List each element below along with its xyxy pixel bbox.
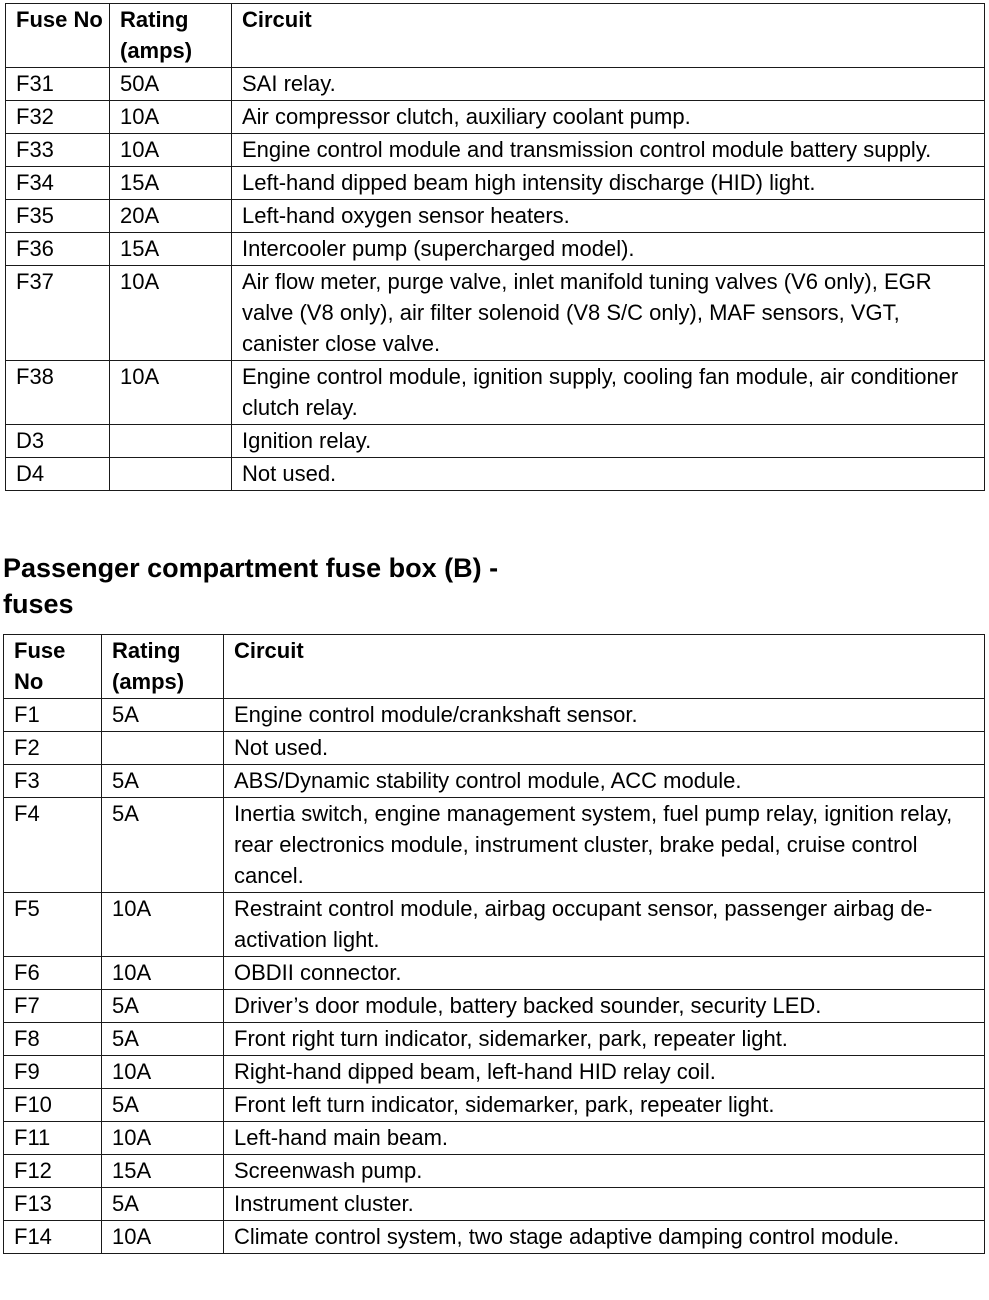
circuit-cell: Engine control module/crankshaft sensor. (224, 699, 985, 732)
rating-cell: 10A (110, 361, 232, 425)
rating-header: Rating (amps) (110, 4, 232, 68)
circuit-cell: Air compressor clutch, auxiliary coolant pump. (232, 101, 985, 134)
rating-cell: 5A (102, 765, 224, 798)
rating-cell: 5A (102, 990, 224, 1023)
fuse-number-cell: F7 (4, 990, 102, 1023)
fuse-number-cell: D4 (6, 458, 110, 491)
circuit-cell: Ignition relay. (232, 425, 985, 458)
circuit-cell: Engine control module and transmission control module battery supply. (232, 134, 985, 167)
table-row (6, 200, 985, 233)
circuit-cell: Climate control system, two stage adaptive damping control module. (224, 1221, 985, 1254)
fuse-no-header: Fuse No (6, 4, 110, 68)
circuit-cell: SAI relay. (232, 68, 985, 101)
fuse-number-cell: F5 (4, 893, 102, 957)
circuit-cell: Left-hand oxygen sensor heaters. (232, 200, 985, 233)
rating-cell (102, 732, 224, 765)
rating-cell: 10A (102, 1122, 224, 1155)
circuit-cell: Intercooler pump (supercharged model). (232, 233, 985, 266)
rating-cell: 5A (102, 1023, 224, 1056)
fuse-number-cell: F35 (6, 200, 110, 233)
circuit-header: Circuit (232, 4, 985, 68)
fuse-number-cell: F1 (4, 699, 102, 732)
table-row (4, 732, 985, 765)
fuse-number-cell: F12 (4, 1155, 102, 1188)
rating-cell: 10A (102, 957, 224, 990)
rating-cell: 20A (110, 200, 232, 233)
fuse-number-cell: F31 (6, 68, 110, 101)
table-header-row (6, 4, 985, 68)
fuse-number-cell: D3 (6, 425, 110, 458)
rating-cell: 15A (110, 233, 232, 266)
rating-cell (110, 425, 232, 458)
table-row (4, 1155, 985, 1188)
fuse-number-cell: F38 (6, 361, 110, 425)
table-row (6, 101, 985, 134)
rating-cell: 50A (110, 68, 232, 101)
table-row (6, 361, 985, 425)
fuse-number-cell: F9 (4, 1056, 102, 1089)
circuit-cell: Right-hand dipped beam, left-hand HID relay coil. (224, 1056, 985, 1089)
fuse-number-cell: F36 (6, 233, 110, 266)
circuit-cell: Inertia switch, engine management system, fuel pump relay, ignition relay, rear electronics module, instrument cluster, brake pedal, cruise control cancel. (224, 798, 985, 893)
circuit-cell: Front right turn indicator, sidemarker, park, repeater light. (224, 1023, 985, 1056)
circuit-cell: Left-hand main beam. (224, 1122, 985, 1155)
circuit-cell: Screenwash pump. (224, 1155, 985, 1188)
section-title-passenger-fuse-box: Passenger compartment fuse box (B) - fuses (3, 553, 499, 619)
table-row (6, 458, 985, 491)
rating-cell: 10A (110, 101, 232, 134)
rating-header: Rating (amps) (102, 635, 224, 699)
rating-cell: 5A (102, 1188, 224, 1221)
table-row (4, 957, 985, 990)
circuit-cell: Not used. (232, 458, 985, 491)
fuse-no-header: Fuse No (4, 635, 102, 699)
fuse-table-b (3, 634, 985, 1254)
fuse-number-cell: F14 (4, 1221, 102, 1254)
circuit-cell: Left-hand dipped beam high intensity discharge (HID) light. (232, 167, 985, 200)
rating-cell: 5A (102, 699, 224, 732)
table-row (6, 266, 985, 361)
table-row (6, 134, 985, 167)
circuit-cell: ABS/Dynamic stability control module, ACC module. (224, 765, 985, 798)
table-row (4, 765, 985, 798)
circuit-cell: Instrument cluster. (224, 1188, 985, 1221)
circuit-cell: Front left turn indicator, sidemarker, park, repeater light. (224, 1089, 985, 1122)
rating-cell: 10A (110, 266, 232, 361)
table-row (6, 233, 985, 266)
circuit-cell: Not used. (224, 732, 985, 765)
fuse-number-cell: F6 (4, 957, 102, 990)
rating-cell: 10A (110, 134, 232, 167)
table-row (4, 699, 985, 732)
rating-cell: 10A (102, 1221, 224, 1254)
circuit-cell: Air flow meter, purge valve, inlet manifold tuning valves (V6 only), EGR valve (V8 only), air filter solenoid (V8 S/C only), MAF sensors, VGT, canister close valve. (232, 266, 985, 361)
table-row (4, 1221, 985, 1254)
rating-cell (110, 458, 232, 491)
rating-cell: 10A (102, 893, 224, 957)
fuse-number-cell: F11 (4, 1122, 102, 1155)
table-row (4, 893, 985, 957)
rating-cell: 10A (102, 1056, 224, 1089)
fuse-number-cell: F34 (6, 167, 110, 200)
table-row (4, 1089, 985, 1122)
fuse-number-cell: F32 (6, 101, 110, 134)
table-row (6, 167, 985, 200)
fuse-number-cell: F33 (6, 134, 110, 167)
table-row (4, 990, 985, 1023)
circuit-cell: Driver’s door module, battery backed sounder, security LED. (224, 990, 985, 1023)
circuit-header: Circuit (224, 635, 985, 699)
table-row (4, 1056, 985, 1089)
fuse-number-cell: F3 (4, 765, 102, 798)
rating-cell: 15A (102, 1155, 224, 1188)
table-row (6, 425, 985, 458)
table-row (4, 1023, 985, 1056)
rating-cell: 5A (102, 1089, 224, 1122)
fuse-number-cell: F10 (4, 1089, 102, 1122)
table-row (6, 68, 985, 101)
circuit-cell: OBDII connector. (224, 957, 985, 990)
fuse-number-cell: F8 (4, 1023, 102, 1056)
fuse-number-cell: F37 (6, 266, 110, 361)
fuse-number-cell: F4 (4, 798, 102, 893)
fuse-number-cell: F13 (4, 1188, 102, 1221)
table-row (4, 1188, 985, 1221)
table-header-row (4, 635, 985, 699)
circuit-cell: Engine control module, ignition supply, cooling fan module, air conditioner clutch relay. (232, 361, 985, 425)
fuse-table-a (5, 3, 985, 491)
circuit-cell: Restraint control module, airbag occupant sensor, passenger airbag de-activation light. (224, 893, 985, 957)
rating-cell: 5A (102, 798, 224, 893)
rating-cell: 15A (110, 167, 232, 200)
table-row (4, 798, 985, 893)
table-row (4, 1122, 985, 1155)
fuse-number-cell: F2 (4, 732, 102, 765)
